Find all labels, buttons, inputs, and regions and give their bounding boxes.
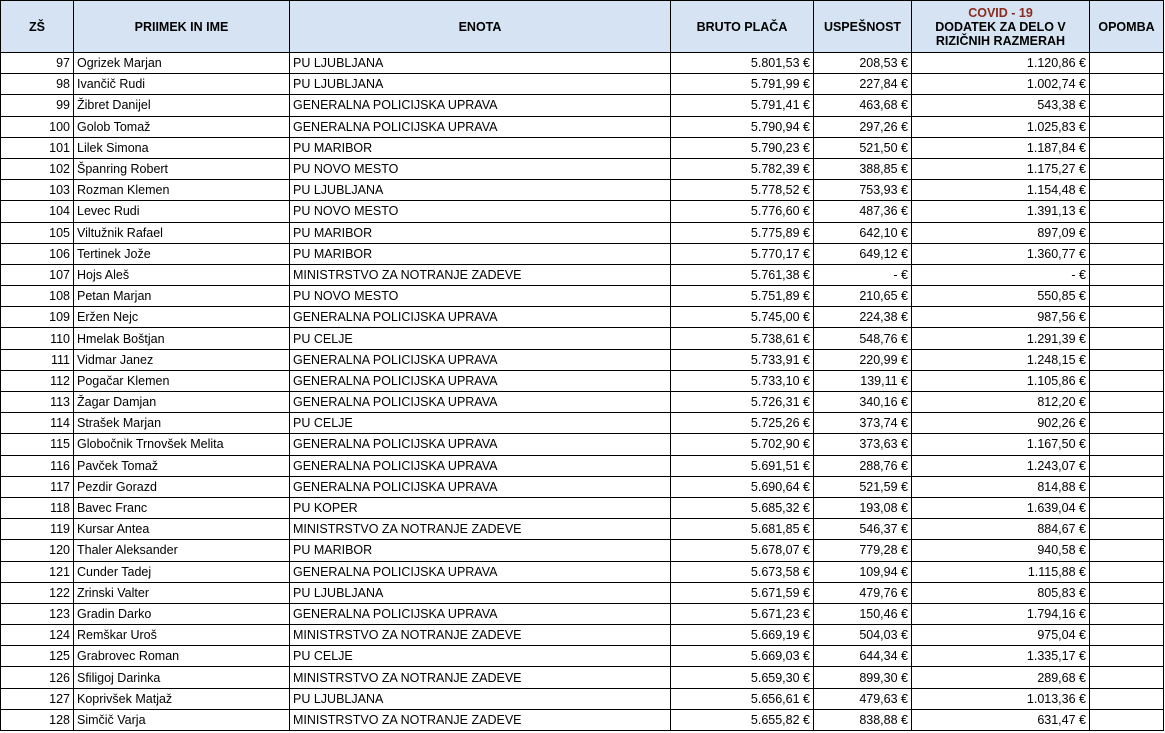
- cell-unit: PU MARIBOR: [290, 243, 671, 264]
- cell-covid: 289,68 €: [912, 667, 1090, 688]
- cell-covid: 631,47 €: [912, 709, 1090, 730]
- cell-note: [1090, 116, 1164, 137]
- cell-note: [1090, 603, 1164, 624]
- cell-gross: 5.669,19 €: [671, 625, 814, 646]
- cell-covid: 1.291,39 €: [912, 328, 1090, 349]
- cell-zs: 101: [1, 137, 74, 158]
- cell-note: [1090, 243, 1164, 264]
- cell-unit: PU KOPER: [290, 497, 671, 518]
- cell-zs: 99: [1, 95, 74, 116]
- cell-zs: 110: [1, 328, 74, 349]
- cell-zs: 98: [1, 74, 74, 95]
- cell-performance: 521,50 €: [814, 137, 912, 158]
- cell-name: Strašek Marjan: [74, 413, 290, 434]
- cell-gross: 5.691,51 €: [671, 455, 814, 476]
- table-row: [1, 709, 1164, 730]
- cell-gross: 5.782,39 €: [671, 158, 814, 179]
- cell-gross: 5.671,59 €: [671, 582, 814, 603]
- cell-name: Lilek Simona: [74, 137, 290, 158]
- table-row: [1, 201, 1164, 222]
- cell-covid: 1.187,84 €: [912, 137, 1090, 158]
- cell-performance: 838,88 €: [814, 709, 912, 730]
- cell-zs: 116: [1, 455, 74, 476]
- table-row: [1, 667, 1164, 688]
- table-row: [1, 116, 1164, 137]
- table-row: [1, 370, 1164, 391]
- cell-unit: GENERALNA POLICIJSKA UPRAVA: [290, 434, 671, 455]
- cell-zs: 122: [1, 582, 74, 603]
- table-row: [1, 519, 1164, 540]
- cell-covid: 812,20 €: [912, 392, 1090, 413]
- cell-unit: GENERALNA POLICIJSKA UPRAVA: [290, 95, 671, 116]
- cell-unit: PU NOVO MESTO: [290, 201, 671, 222]
- cell-note: [1090, 328, 1164, 349]
- cell-performance: 753,93 €: [814, 180, 912, 201]
- cell-covid: 902,26 €: [912, 413, 1090, 434]
- cell-note: [1090, 646, 1164, 667]
- cell-performance: 899,30 €: [814, 667, 912, 688]
- table-row: [1, 222, 1164, 243]
- cell-name: Pavček Tomaž: [74, 455, 290, 476]
- cell-gross: 5.801,53 €: [671, 53, 814, 74]
- cell-gross: 5.790,23 €: [671, 137, 814, 158]
- cell-unit: MINISTRSTVO ZA NOTRANJE ZADEVE: [290, 264, 671, 285]
- cell-gross: 5.776,60 €: [671, 201, 814, 222]
- header-name: PRIIMEK IN IME: [74, 1, 290, 53]
- cell-covid: 1.013,36 €: [912, 688, 1090, 709]
- table-row: [1, 180, 1164, 201]
- cell-covid: 1.025,83 €: [912, 116, 1090, 137]
- cell-unit: GENERALNA POLICIJSKA UPRAVA: [290, 307, 671, 328]
- cell-performance: 487,36 €: [814, 201, 912, 222]
- cell-zs: 106: [1, 243, 74, 264]
- cell-name: Rozman Klemen: [74, 180, 290, 201]
- cell-covid: 940,58 €: [912, 540, 1090, 561]
- cell-performance: 340,16 €: [814, 392, 912, 413]
- cell-note: [1090, 540, 1164, 561]
- cell-performance: 644,34 €: [814, 646, 912, 667]
- cell-covid: 1.115,88 €: [912, 561, 1090, 582]
- table-row: [1, 582, 1164, 603]
- cell-zs: 107: [1, 264, 74, 285]
- cell-zs: 120: [1, 540, 74, 561]
- header-row: [1, 1, 1164, 53]
- cell-unit: GENERALNA POLICIJSKA UPRAVA: [290, 349, 671, 370]
- cell-note: [1090, 582, 1164, 603]
- cell-gross: 5.791,99 €: [671, 74, 814, 95]
- cell-note: [1090, 519, 1164, 540]
- cell-note: [1090, 561, 1164, 582]
- cell-gross: 5.725,26 €: [671, 413, 814, 434]
- cell-unit: MINISTRSTVO ZA NOTRANJE ZADEVE: [290, 625, 671, 646]
- cell-gross: 5.690,64 €: [671, 476, 814, 497]
- cell-zs: 117: [1, 476, 74, 497]
- cell-note: [1090, 264, 1164, 285]
- cell-unit: PU MARIBOR: [290, 540, 671, 561]
- cell-name: Levec Rudi: [74, 201, 290, 222]
- cell-covid: 1.335,17 €: [912, 646, 1090, 667]
- cell-name: Kursar Antea: [74, 519, 290, 540]
- cell-unit: PU LJUBLJANA: [290, 74, 671, 95]
- cell-note: [1090, 434, 1164, 455]
- cell-unit: PU LJUBLJANA: [290, 180, 671, 201]
- cell-note: [1090, 476, 1164, 497]
- cell-note: [1090, 709, 1164, 730]
- cell-gross: 5.745,00 €: [671, 307, 814, 328]
- cell-unit: PU NOVO MESTO: [290, 286, 671, 307]
- cell-name: Koprivšek Matjaž: [74, 688, 290, 709]
- cell-covid: 1.167,50 €: [912, 434, 1090, 455]
- cell-name: Vidmar Janez: [74, 349, 290, 370]
- cell-zs: 118: [1, 497, 74, 518]
- table-row: [1, 476, 1164, 497]
- cell-note: [1090, 137, 1164, 158]
- cell-name: Pogačar Klemen: [74, 370, 290, 391]
- cell-name: Thaler Aleksander: [74, 540, 290, 561]
- cell-note: [1090, 180, 1164, 201]
- cell-covid: 1.175,27 €: [912, 158, 1090, 179]
- cell-performance: 649,12 €: [814, 243, 912, 264]
- cell-gross: 5.770,17 €: [671, 243, 814, 264]
- cell-performance: 463,68 €: [814, 95, 912, 116]
- cell-covid: 897,09 €: [912, 222, 1090, 243]
- cell-name: Simčič Varja: [74, 709, 290, 730]
- cell-name: Zrinski Valter: [74, 582, 290, 603]
- cell-note: [1090, 349, 1164, 370]
- cell-gross: 5.656,61 €: [671, 688, 814, 709]
- cell-note: [1090, 370, 1164, 391]
- cell-name: Ogrizek Marjan: [74, 53, 290, 74]
- header-performance: USPEŠNOST: [814, 1, 912, 53]
- header-covid-line1: DODATEK ZA DELO V: [935, 19, 1066, 34]
- cell-name: Eržen Nejc: [74, 307, 290, 328]
- cell-covid: 1.120,86 €: [912, 53, 1090, 74]
- cell-name: Žagar Damjan: [74, 392, 290, 413]
- cell-performance: 373,63 €: [814, 434, 912, 455]
- cell-covid: 1.243,07 €: [912, 455, 1090, 476]
- cell-covid: 543,38 €: [912, 95, 1090, 116]
- cell-zs: 108: [1, 286, 74, 307]
- cell-performance: 373,74 €: [814, 413, 912, 434]
- table-row: [1, 95, 1164, 116]
- cell-covid: 884,67 €: [912, 519, 1090, 540]
- cell-unit: MINISTRSTVO ZA NOTRANJE ZADEVE: [290, 667, 671, 688]
- table-row: [1, 434, 1164, 455]
- header-unit: ENOTA: [290, 1, 671, 53]
- cell-note: [1090, 392, 1164, 413]
- cell-gross: 5.671,23 €: [671, 603, 814, 624]
- cell-performance: 224,38 €: [814, 307, 912, 328]
- cell-zs: 121: [1, 561, 74, 582]
- cell-note: [1090, 222, 1164, 243]
- cell-note: [1090, 286, 1164, 307]
- cell-covid: 1.639,04 €: [912, 497, 1090, 518]
- cell-name: Globočnik Trnovšek Melita: [74, 434, 290, 455]
- cell-performance: 109,94 €: [814, 561, 912, 582]
- cell-unit: MINISTRSTVO ZA NOTRANJE ZADEVE: [290, 709, 671, 730]
- cell-unit: GENERALNA POLICIJSKA UPRAVA: [290, 603, 671, 624]
- table-row: [1, 625, 1164, 646]
- cell-covid: 550,85 €: [912, 286, 1090, 307]
- cell-name: Golob Tomaž: [74, 116, 290, 137]
- cell-note: [1090, 201, 1164, 222]
- cell-covid: 1.794,16 €: [912, 603, 1090, 624]
- cell-name: Sfiligoj Darinka: [74, 667, 290, 688]
- cell-gross: 5.681,85 €: [671, 519, 814, 540]
- cell-gross: 5.726,31 €: [671, 392, 814, 413]
- header-covid-line2: RIZIČNIH RAZMERAH: [935, 33, 1066, 48]
- cell-name: Petan Marjan: [74, 286, 290, 307]
- cell-zs: 114: [1, 413, 74, 434]
- cell-zs: 123: [1, 603, 74, 624]
- cell-note: [1090, 53, 1164, 74]
- cell-name: Cunder Tadej: [74, 561, 290, 582]
- table-row: [1, 137, 1164, 158]
- cell-name: Pezdir Gorazd: [74, 476, 290, 497]
- cell-unit: PU LJUBLJANA: [290, 688, 671, 709]
- cell-performance: 388,85 €: [814, 158, 912, 179]
- cell-zs: 103: [1, 180, 74, 201]
- cell-covid: 1.360,77 €: [912, 243, 1090, 264]
- cell-name: Viltužnik Rafael: [74, 222, 290, 243]
- cell-gross: 5.790,94 €: [671, 116, 814, 137]
- table-row: [1, 286, 1164, 307]
- header-zs: ZŠ: [1, 1, 74, 53]
- table-row: [1, 497, 1164, 518]
- cell-zs: 119: [1, 519, 74, 540]
- cell-unit: PU MARIBOR: [290, 137, 671, 158]
- cell-name: Bavec Franc: [74, 497, 290, 518]
- cell-performance: 150,46 €: [814, 603, 912, 624]
- cell-zs: 104: [1, 201, 74, 222]
- table-row: [1, 349, 1164, 370]
- cell-unit: GENERALNA POLICIJSKA UPRAVA: [290, 455, 671, 476]
- cell-name: Tertinek Jože: [74, 243, 290, 264]
- cell-performance: 193,08 €: [814, 497, 912, 518]
- cell-performance: 642,10 €: [814, 222, 912, 243]
- cell-zs: 125: [1, 646, 74, 667]
- cell-covid: 814,88 €: [912, 476, 1090, 497]
- cell-zs: 128: [1, 709, 74, 730]
- cell-gross: 5.738,61 €: [671, 328, 814, 349]
- table-row: [1, 392, 1164, 413]
- cell-unit: PU CELJE: [290, 413, 671, 434]
- table-row: [1, 243, 1164, 264]
- cell-gross: 5.659,30 €: [671, 667, 814, 688]
- table-row: [1, 74, 1164, 95]
- cell-performance: 210,65 €: [814, 286, 912, 307]
- table-row: [1, 540, 1164, 561]
- cell-gross: 5.778,52 €: [671, 180, 814, 201]
- cell-gross: 5.702,90 €: [671, 434, 814, 455]
- cell-gross: 5.761,38 €: [671, 264, 814, 285]
- cell-zs: 109: [1, 307, 74, 328]
- cell-covid: 975,04 €: [912, 625, 1090, 646]
- cell-note: [1090, 667, 1164, 688]
- cell-note: [1090, 497, 1164, 518]
- cell-performance: 139,11 €: [814, 370, 912, 391]
- cell-note: [1090, 74, 1164, 95]
- cell-performance: 521,59 €: [814, 476, 912, 497]
- table-row: [1, 413, 1164, 434]
- cell-unit: PU NOVO MESTO: [290, 158, 671, 179]
- cell-gross: 5.791,41 €: [671, 95, 814, 116]
- cell-gross: 5.669,03 €: [671, 646, 814, 667]
- cell-zs: 105: [1, 222, 74, 243]
- cell-zs: 100: [1, 116, 74, 137]
- cell-unit: GENERALNA POLICIJSKA UPRAVA: [290, 392, 671, 413]
- cell-name: Ivančič Rudi: [74, 74, 290, 95]
- cell-unit: GENERALNA POLICIJSKA UPRAVA: [290, 370, 671, 391]
- cell-performance: - €: [814, 264, 912, 285]
- cell-zs: 115: [1, 434, 74, 455]
- cell-zs: 126: [1, 667, 74, 688]
- cell-gross: 5.733,10 €: [671, 370, 814, 391]
- cell-unit: PU CELJE: [290, 328, 671, 349]
- header-covid: [912, 1, 1090, 53]
- table-row: [1, 158, 1164, 179]
- cell-performance: 220,99 €: [814, 349, 912, 370]
- cell-name: Hmelak Boštjan: [74, 328, 290, 349]
- cell-unit: PU LJUBLJANA: [290, 582, 671, 603]
- cell-note: [1090, 95, 1164, 116]
- cell-performance: 208,53 €: [814, 53, 912, 74]
- cell-performance: 548,76 €: [814, 328, 912, 349]
- cell-zs: 112: [1, 370, 74, 391]
- table-row: [1, 603, 1164, 624]
- cell-covid: 1.391,13 €: [912, 201, 1090, 222]
- cell-performance: 779,28 €: [814, 540, 912, 561]
- cell-note: [1090, 307, 1164, 328]
- cell-covid: 1.105,86 €: [912, 370, 1090, 391]
- cell-name: Gradin Darko: [74, 603, 290, 624]
- table-row: [1, 264, 1164, 285]
- cell-gross: 5.751,89 €: [671, 286, 814, 307]
- table-row: [1, 688, 1164, 709]
- cell-covid: 987,56 €: [912, 307, 1090, 328]
- table-row: [1, 455, 1164, 476]
- cell-zs: 102: [1, 158, 74, 179]
- cell-zs: 127: [1, 688, 74, 709]
- header-note: OPOMBA: [1090, 1, 1164, 53]
- cell-unit: PU CELJE: [290, 646, 671, 667]
- cell-gross: 5.685,32 €: [671, 497, 814, 518]
- cell-gross: 5.733,91 €: [671, 349, 814, 370]
- cell-name: Hojs Aleš: [74, 264, 290, 285]
- table-row: [1, 328, 1164, 349]
- cell-unit: GENERALNA POLICIJSKA UPRAVA: [290, 116, 671, 137]
- cell-performance: 227,84 €: [814, 74, 912, 95]
- cell-gross: 5.655,82 €: [671, 709, 814, 730]
- cell-note: [1090, 413, 1164, 434]
- table-row: [1, 307, 1164, 328]
- cell-note: [1090, 625, 1164, 646]
- cell-covid: 1.154,48 €: [912, 180, 1090, 201]
- cell-name: Grabrovec Roman: [74, 646, 290, 667]
- cell-name: Španring Robert: [74, 158, 290, 179]
- table-row: [1, 53, 1164, 74]
- cell-performance: 504,03 €: [814, 625, 912, 646]
- cell-gross: 5.678,07 €: [671, 540, 814, 561]
- cell-performance: 546,37 €: [814, 519, 912, 540]
- table-row: [1, 561, 1164, 582]
- cell-performance: 297,26 €: [814, 116, 912, 137]
- cell-unit: PU MARIBOR: [290, 222, 671, 243]
- table-row: [1, 646, 1164, 667]
- cell-name: Remškar Uroš: [74, 625, 290, 646]
- cell-unit: PU LJUBLJANA: [290, 53, 671, 74]
- cell-zs: 111: [1, 349, 74, 370]
- cell-note: [1090, 158, 1164, 179]
- cell-covid: 805,83 €: [912, 582, 1090, 603]
- cell-covid: - €: [912, 264, 1090, 285]
- cell-performance: 288,76 €: [814, 455, 912, 476]
- cell-performance: 479,76 €: [814, 582, 912, 603]
- cell-zs: 113: [1, 392, 74, 413]
- cell-unit: MINISTRSTVO ZA NOTRANJE ZADEVE: [290, 519, 671, 540]
- header-covid-title: COVID - 19: [968, 5, 1033, 20]
- cell-note: [1090, 455, 1164, 476]
- cell-zs: 124: [1, 625, 74, 646]
- cell-note: [1090, 688, 1164, 709]
- cell-unit: GENERALNA POLICIJSKA UPRAVA: [290, 476, 671, 497]
- cell-unit: GENERALNA POLICIJSKA UPRAVA: [290, 561, 671, 582]
- header-gross: BRUTO PLAČA: [671, 1, 814, 53]
- cell-zs: 97: [1, 53, 74, 74]
- cell-gross: 5.673,58 €: [671, 561, 814, 582]
- cell-covid: 1.002,74 €: [912, 74, 1090, 95]
- cell-name: Žibret Danijel: [74, 95, 290, 116]
- cell-performance: 479,63 €: [814, 688, 912, 709]
- cell-gross: 5.775,89 €: [671, 222, 814, 243]
- cell-covid: 1.248,15 €: [912, 349, 1090, 370]
